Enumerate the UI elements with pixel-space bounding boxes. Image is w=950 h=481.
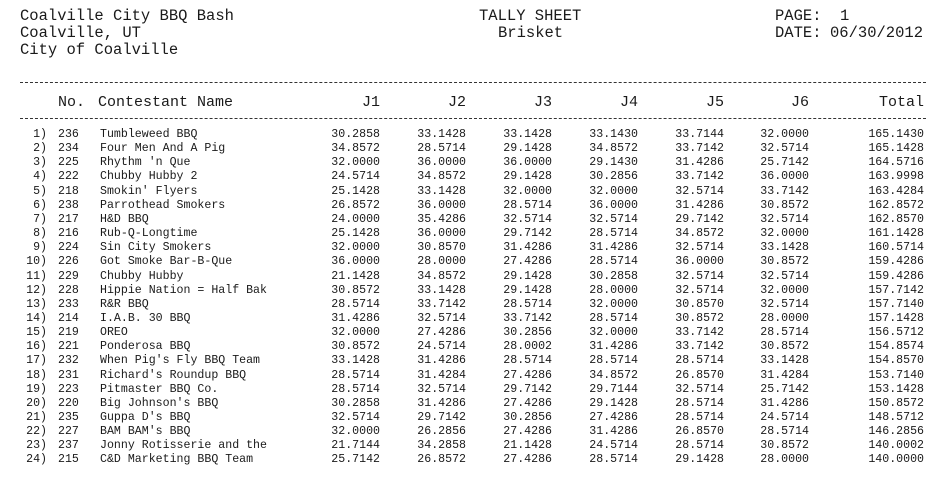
row-contestant-name: R&R BBQ	[100, 297, 149, 311]
row-contestant-name: Guppa D's BBQ	[100, 411, 191, 424]
row-entry-number: 216	[58, 227, 79, 241]
row-j2-score: 36.0000	[417, 227, 466, 241]
row-j4-score: 29.1428	[589, 396, 638, 410]
table-row	[0, 284, 950, 297]
row-total-score: 162.8572	[868, 198, 924, 212]
row-j6-score: 24.5714	[760, 411, 809, 424]
row-j5-score: 33.7142	[675, 142, 724, 156]
table-row	[0, 255, 950, 268]
row-j3-score: 28.5714	[503, 354, 552, 368]
row-j4-score: 31.4286	[589, 425, 638, 439]
row-total-score: 154.8570	[868, 354, 924, 368]
row-entry-number: 219	[58, 326, 79, 340]
row-j2-score: 36.0000	[417, 156, 466, 170]
row-j3-score: 27.4286	[503, 453, 552, 467]
row-j2-score: 29.7142	[417, 411, 466, 424]
row-j3-score: 33.1428	[503, 128, 552, 141]
row-total-score: 159.4286	[868, 255, 924, 269]
row-j6-score: 30.8572	[760, 439, 809, 453]
row-j2-score: 34.2858	[417, 439, 466, 453]
row-j1-score: 34.8572	[331, 142, 380, 156]
table-divider	[20, 118, 926, 119]
row-j6-score: 32.5714	[760, 212, 809, 226]
row-j6-score: 28.0000	[760, 311, 809, 325]
row-entry-number: 225	[58, 156, 79, 170]
row-j6-score: 32.5714	[760, 269, 809, 283]
row-rank: 21)	[26, 411, 47, 424]
row-j2-score: 32.5714	[417, 382, 466, 396]
row-total-score: 140.0000	[868, 453, 924, 467]
row-rank: 3)	[33, 156, 47, 170]
row-j2-score: 27.4286	[417, 326, 466, 340]
row-contestant-name: Parrothead Smokers	[100, 198, 226, 212]
row-rank: 24)	[26, 453, 47, 467]
row-j3-score: 21.1428	[503, 439, 552, 453]
row-entry-number: 214	[58, 311, 79, 325]
row-entry-number: 221	[58, 340, 79, 354]
row-j5-score: 29.7142	[675, 212, 724, 226]
row-j2-score: 33.1428	[417, 283, 466, 297]
row-j2-score: 26.2856	[417, 425, 466, 439]
row-contestant-name: Got Smoke Bar-B-Que	[100, 255, 233, 269]
row-rank: 11)	[26, 269, 47, 283]
row-j4-score: 28.5714	[589, 227, 638, 241]
row-entry-number: 227	[58, 425, 79, 439]
table-row	[0, 369, 950, 382]
row-rank: 5)	[33, 184, 47, 198]
row-j1-score: 30.2858	[331, 128, 380, 141]
row-rank: 22)	[26, 425, 47, 439]
row-total-score: 161.1428	[868, 227, 924, 241]
row-j6-score: 32.5714	[760, 297, 809, 311]
table-row	[0, 326, 950, 339]
row-rank: 2)	[33, 142, 47, 156]
row-j1-score: 32.5714	[331, 411, 380, 424]
table-row	[0, 185, 950, 198]
row-total-score: 162.8570	[868, 212, 924, 226]
row-contestant-name: Jonny Rotisserie and the	[100, 439, 267, 453]
row-j3-score: 28.0002	[503, 340, 552, 354]
row-contestant-name: Sin City Smokers	[100, 241, 212, 255]
row-rank: 13)	[26, 297, 47, 311]
row-j4-score: 32.0000	[589, 184, 638, 198]
row-total-score: 154.8574	[868, 340, 924, 354]
row-contestant-name: H&D BBQ	[100, 212, 149, 226]
row-j4-score: 28.5714	[589, 311, 638, 325]
table-row	[0, 170, 950, 183]
row-j4-score: 27.4286	[589, 411, 638, 424]
row-entry-number: 231	[58, 368, 79, 382]
row-j3-score: 27.4286	[503, 425, 552, 439]
row-j5-score: 32.5714	[675, 382, 724, 396]
sheet-title: TALLY SHEET	[479, 7, 582, 25]
row-total-score: 153.7140	[868, 368, 924, 382]
row-j4-score: 32.0000	[589, 326, 638, 340]
row-contestant-name: Rub-Q-Longtime	[100, 227, 198, 241]
table-row	[0, 312, 950, 325]
row-j4-score: 32.5714	[589, 212, 638, 226]
row-total-score: 148.5712	[868, 411, 924, 424]
row-j5-score: 33.7144	[675, 128, 724, 141]
row-j5-score: 28.5714	[675, 411, 724, 424]
page-label: PAGE:	[775, 7, 822, 25]
row-j2-score: 31.4286	[417, 354, 466, 368]
row-j2-score: 31.4286	[417, 396, 466, 410]
table-row	[0, 425, 950, 438]
row-j4-score: 29.1430	[589, 156, 638, 170]
row-entry-number: 228	[58, 283, 79, 297]
row-rank: 12)	[26, 283, 47, 297]
row-j1-score: 36.0000	[331, 255, 380, 269]
col-header-name: Contestant Name	[98, 94, 234, 111]
row-entry-number: 218	[58, 184, 79, 198]
row-j2-score: 30.8570	[417, 241, 466, 255]
row-j3-score: 36.0000	[503, 156, 552, 170]
row-rank: 14)	[26, 311, 47, 325]
row-total-score: 157.7140	[868, 297, 924, 311]
row-j3-score: 28.5714	[503, 198, 552, 212]
table-row	[0, 199, 950, 212]
row-contestant-name: I.A.B. 30 BBQ	[100, 311, 191, 325]
row-j2-score: 24.5714	[417, 340, 466, 354]
row-j6-score: 31.4284	[760, 368, 809, 382]
row-j1-score: 25.1428	[331, 184, 380, 198]
row-j4-score: 31.4286	[589, 241, 638, 255]
row-j2-score: 33.7142	[417, 297, 466, 311]
row-entry-number: 217	[58, 212, 79, 226]
row-j4-score: 28.5714	[589, 354, 638, 368]
row-contestant-name: OREO	[100, 326, 128, 340]
row-total-score: 157.1428	[868, 311, 924, 325]
row-j6-score: 33.1428	[760, 241, 809, 255]
row-rank: 6)	[33, 198, 47, 212]
row-contestant-name: Big Johnson's BBQ	[100, 396, 219, 410]
row-rank: 16)	[26, 340, 47, 354]
row-j6-score: 25.7142	[760, 382, 809, 396]
row-total-score: 157.7142	[868, 283, 924, 297]
row-contestant-name: Tumbleweed BBQ	[100, 128, 198, 141]
row-rank: 1)	[33, 128, 47, 141]
row-j6-score: 28.0000	[760, 453, 809, 467]
table-row	[0, 227, 950, 240]
header-divider	[20, 82, 926, 83]
row-entry-number: 220	[58, 396, 79, 410]
row-contestant-name: Ponderosa BBQ	[100, 340, 191, 354]
date-label: DATE:	[775, 24, 822, 42]
table-row	[0, 128, 950, 141]
row-entry-number: 215	[58, 453, 79, 467]
col-header-j1: J1	[361, 94, 380, 111]
row-j1-score: 28.5714	[331, 297, 380, 311]
table-row	[0, 142, 950, 155]
row-entry-number: 238	[58, 198, 79, 212]
row-j1-score: 24.0000	[331, 212, 380, 226]
row-j4-score: 28.5714	[589, 255, 638, 269]
row-j4-score: 24.5714	[589, 439, 638, 453]
row-total-score: 164.5716	[868, 156, 924, 170]
col-header-j4: J4	[619, 94, 638, 111]
col-header-no: No.	[58, 94, 86, 111]
row-j6-score: 36.0000	[760, 170, 809, 184]
row-contestant-name: Hippie Nation = Half Bak	[100, 283, 267, 297]
row-j1-score: 32.0000	[331, 326, 380, 340]
row-total-score: 146.2856	[868, 425, 924, 439]
row-entry-number: 226	[58, 255, 79, 269]
row-j5-score: 26.8570	[675, 368, 724, 382]
row-j2-score: 35.4286	[417, 212, 466, 226]
row-j3-score: 30.2856	[503, 326, 552, 340]
row-j6-score: 33.1428	[760, 354, 809, 368]
row-rank: 10)	[26, 255, 47, 269]
row-j6-score: 30.8572	[760, 198, 809, 212]
row-j1-score: 28.5714	[331, 368, 380, 382]
row-j1-score: 30.8572	[331, 283, 380, 297]
row-j4-score: 30.2856	[589, 170, 638, 184]
row-j5-score: 32.5714	[675, 269, 724, 283]
row-j1-score: 32.0000	[331, 241, 380, 255]
row-j6-score: 33.7142	[760, 184, 809, 198]
row-j5-score: 29.1428	[675, 453, 724, 467]
row-contestant-name: Four Men And A Pig	[100, 142, 226, 156]
table-row	[0, 270, 950, 283]
row-j6-score: 25.7142	[760, 156, 809, 170]
row-entry-number: 222	[58, 170, 79, 184]
row-total-score: 150.8572	[868, 396, 924, 410]
row-j3-score: 29.1428	[503, 283, 552, 297]
row-j1-score: 30.8572	[331, 340, 380, 354]
row-j5-score: 28.5714	[675, 396, 724, 410]
table-row	[0, 241, 950, 254]
table-row	[0, 340, 950, 353]
row-j5-score: 33.7142	[675, 326, 724, 340]
row-j3-score: 27.4286	[503, 368, 552, 382]
row-j5-score: 33.7142	[675, 340, 724, 354]
row-j1-score: 21.7144	[331, 439, 380, 453]
row-j5-score: 30.8570	[675, 297, 724, 311]
table-row	[0, 439, 950, 452]
row-j3-score: 29.7142	[503, 382, 552, 396]
row-contestant-name: Rhythm 'n Que	[100, 156, 191, 170]
event-location: Coalville, UT	[20, 24, 141, 42]
row-j3-score: 27.4286	[503, 396, 552, 410]
row-j4-score: 30.2858	[589, 269, 638, 283]
row-rank: 19)	[26, 382, 47, 396]
table-row	[0, 156, 950, 169]
row-j3-score: 27.4286	[503, 255, 552, 269]
page-number: 1	[840, 7, 850, 25]
row-total-score: 153.1428	[868, 382, 924, 396]
row-total-score: 160.5714	[868, 241, 924, 255]
row-j5-score: 26.8570	[675, 425, 724, 439]
row-j4-score: 34.8572	[589, 368, 638, 382]
row-j3-score: 30.2856	[503, 411, 552, 424]
row-j5-score: 32.5714	[675, 283, 724, 297]
row-j1-score: 26.8572	[331, 198, 380, 212]
row-j3-score: 29.7142	[503, 227, 552, 241]
row-total-score: 165.1430	[868, 128, 924, 141]
row-j3-score: 33.7142	[503, 311, 552, 325]
row-rank: 23)	[26, 439, 47, 453]
table-row	[0, 298, 950, 311]
row-entry-number: 229	[58, 269, 79, 283]
row-j2-score: 34.8572	[417, 269, 466, 283]
row-entry-number: 236	[58, 128, 79, 141]
row-entry-number: 232	[58, 354, 79, 368]
row-j5-score: 32.5714	[675, 184, 724, 198]
category-name: Brisket	[498, 24, 564, 42]
report-date: 06/30/2012	[830, 24, 924, 42]
row-j1-score: 25.1428	[331, 227, 380, 241]
row-contestant-name: Chubby Hubby	[100, 269, 184, 283]
row-total-score: 140.0002	[868, 439, 924, 453]
row-j3-score: 32.0000	[503, 184, 552, 198]
row-j5-score: 28.5714	[675, 439, 724, 453]
row-contestant-name: Pitmaster BBQ Co.	[100, 382, 219, 396]
row-j5-score: 32.5714	[675, 241, 724, 255]
row-j1-score: 28.5714	[331, 382, 380, 396]
row-j2-score: 26.8572	[417, 453, 466, 467]
table-row	[0, 397, 950, 410]
row-j6-score: 32.5714	[760, 142, 809, 156]
row-contestant-name: Smokin' Flyers	[100, 184, 198, 198]
row-j1-score: 30.2858	[331, 396, 380, 410]
row-j3-score: 29.1428	[503, 269, 552, 283]
row-j2-score: 36.0000	[417, 198, 466, 212]
row-j2-score: 33.1428	[417, 128, 466, 141]
row-j2-score: 28.0000	[417, 255, 466, 269]
row-j4-score: 33.1430	[589, 128, 638, 141]
row-j1-score: 32.0000	[331, 156, 380, 170]
col-header-j2: J2	[447, 94, 466, 111]
row-entry-number: 223	[58, 382, 79, 396]
row-j1-score: 24.5714	[331, 170, 380, 184]
col-header-j3: J3	[533, 94, 552, 111]
col-header-total: Total	[878, 94, 924, 111]
row-entry-number: 234	[58, 142, 79, 156]
col-header-j6: J6	[790, 94, 809, 111]
col-header-j5: J5	[705, 94, 724, 111]
row-rank: 9)	[33, 241, 47, 255]
row-j1-score: 21.1428	[331, 269, 380, 283]
row-rank: 18)	[26, 368, 47, 382]
row-j4-score: 29.7144	[589, 382, 638, 396]
row-j4-score: 28.5714	[589, 453, 638, 467]
row-j1-score: 32.0000	[331, 425, 380, 439]
row-j5-score: 33.7142	[675, 170, 724, 184]
row-total-score: 163.9998	[868, 170, 924, 184]
row-total-score: 156.5712	[868, 326, 924, 340]
row-j4-score: 31.4286	[589, 340, 638, 354]
row-j6-score: 32.0000	[760, 227, 809, 241]
event-organizer: City of Coalville	[20, 41, 179, 59]
table-row	[0, 213, 950, 226]
row-total-score: 165.1428	[868, 142, 924, 156]
row-j2-score: 31.4284	[417, 368, 466, 382]
row-j6-score: 32.0000	[760, 128, 809, 141]
row-rank: 7)	[33, 212, 47, 226]
row-j6-score: 28.5714	[760, 425, 809, 439]
row-j1-score: 33.1428	[331, 354, 380, 368]
event-name: Coalville City BBQ Bash	[20, 7, 234, 25]
row-entry-number: 237	[58, 439, 79, 453]
row-j3-score: 29.1428	[503, 142, 552, 156]
table-row	[0, 383, 950, 396]
row-total-score: 159.4286	[868, 269, 924, 283]
row-entry-number: 224	[58, 241, 79, 255]
row-j6-score: 30.8572	[760, 340, 809, 354]
row-rank: 15)	[26, 326, 47, 340]
row-j5-score: 30.8572	[675, 311, 724, 325]
row-j3-score: 31.4286	[503, 241, 552, 255]
row-j4-score: 28.0000	[589, 283, 638, 297]
row-j5-score: 28.5714	[675, 354, 724, 368]
row-rank: 4)	[33, 170, 47, 184]
row-j1-score: 31.4286	[331, 311, 380, 325]
row-rank: 8)	[33, 227, 47, 241]
row-j5-score: 36.0000	[675, 255, 724, 269]
table-row	[0, 453, 950, 466]
row-contestant-name: Richard's Roundup BBQ	[100, 368, 247, 382]
row-j5-score: 34.8572	[675, 227, 724, 241]
row-j3-score: 28.5714	[503, 297, 552, 311]
table-row	[0, 354, 950, 367]
row-j3-score: 32.5714	[503, 212, 552, 226]
row-j6-score: 32.0000	[760, 283, 809, 297]
row-j1-score: 25.7142	[331, 453, 380, 467]
row-j4-score: 36.0000	[589, 198, 638, 212]
row-j2-score: 32.5714	[417, 311, 466, 325]
row-j6-score: 28.5714	[760, 326, 809, 340]
row-j2-score: 33.1428	[417, 184, 466, 198]
row-contestant-name: BAM BAM's BBQ	[100, 425, 191, 439]
row-contestant-name: Chubby Hubby 2	[100, 170, 198, 184]
row-entry-number: 233	[58, 297, 79, 311]
row-j4-score: 32.0000	[589, 297, 638, 311]
row-j5-score: 31.4286	[675, 198, 724, 212]
row-contestant-name: When Pig's Fly BBQ Team	[100, 354, 261, 368]
row-j2-score: 28.5714	[417, 142, 466, 156]
row-j3-score: 29.1428	[503, 170, 552, 184]
row-contestant-name: C&D Marketing BBQ Team	[100, 453, 254, 467]
row-j6-score: 30.8572	[760, 255, 809, 269]
row-j4-score: 34.8572	[589, 142, 638, 156]
row-j6-score: 31.4286	[760, 396, 809, 410]
row-j5-score: 31.4286	[675, 156, 724, 170]
row-rank: 20)	[26, 396, 47, 410]
row-total-score: 163.4284	[868, 184, 924, 198]
row-rank: 17)	[26, 354, 47, 368]
row-j2-score: 34.8572	[417, 170, 466, 184]
table-row	[0, 411, 950, 424]
row-entry-number: 235	[58, 411, 79, 424]
